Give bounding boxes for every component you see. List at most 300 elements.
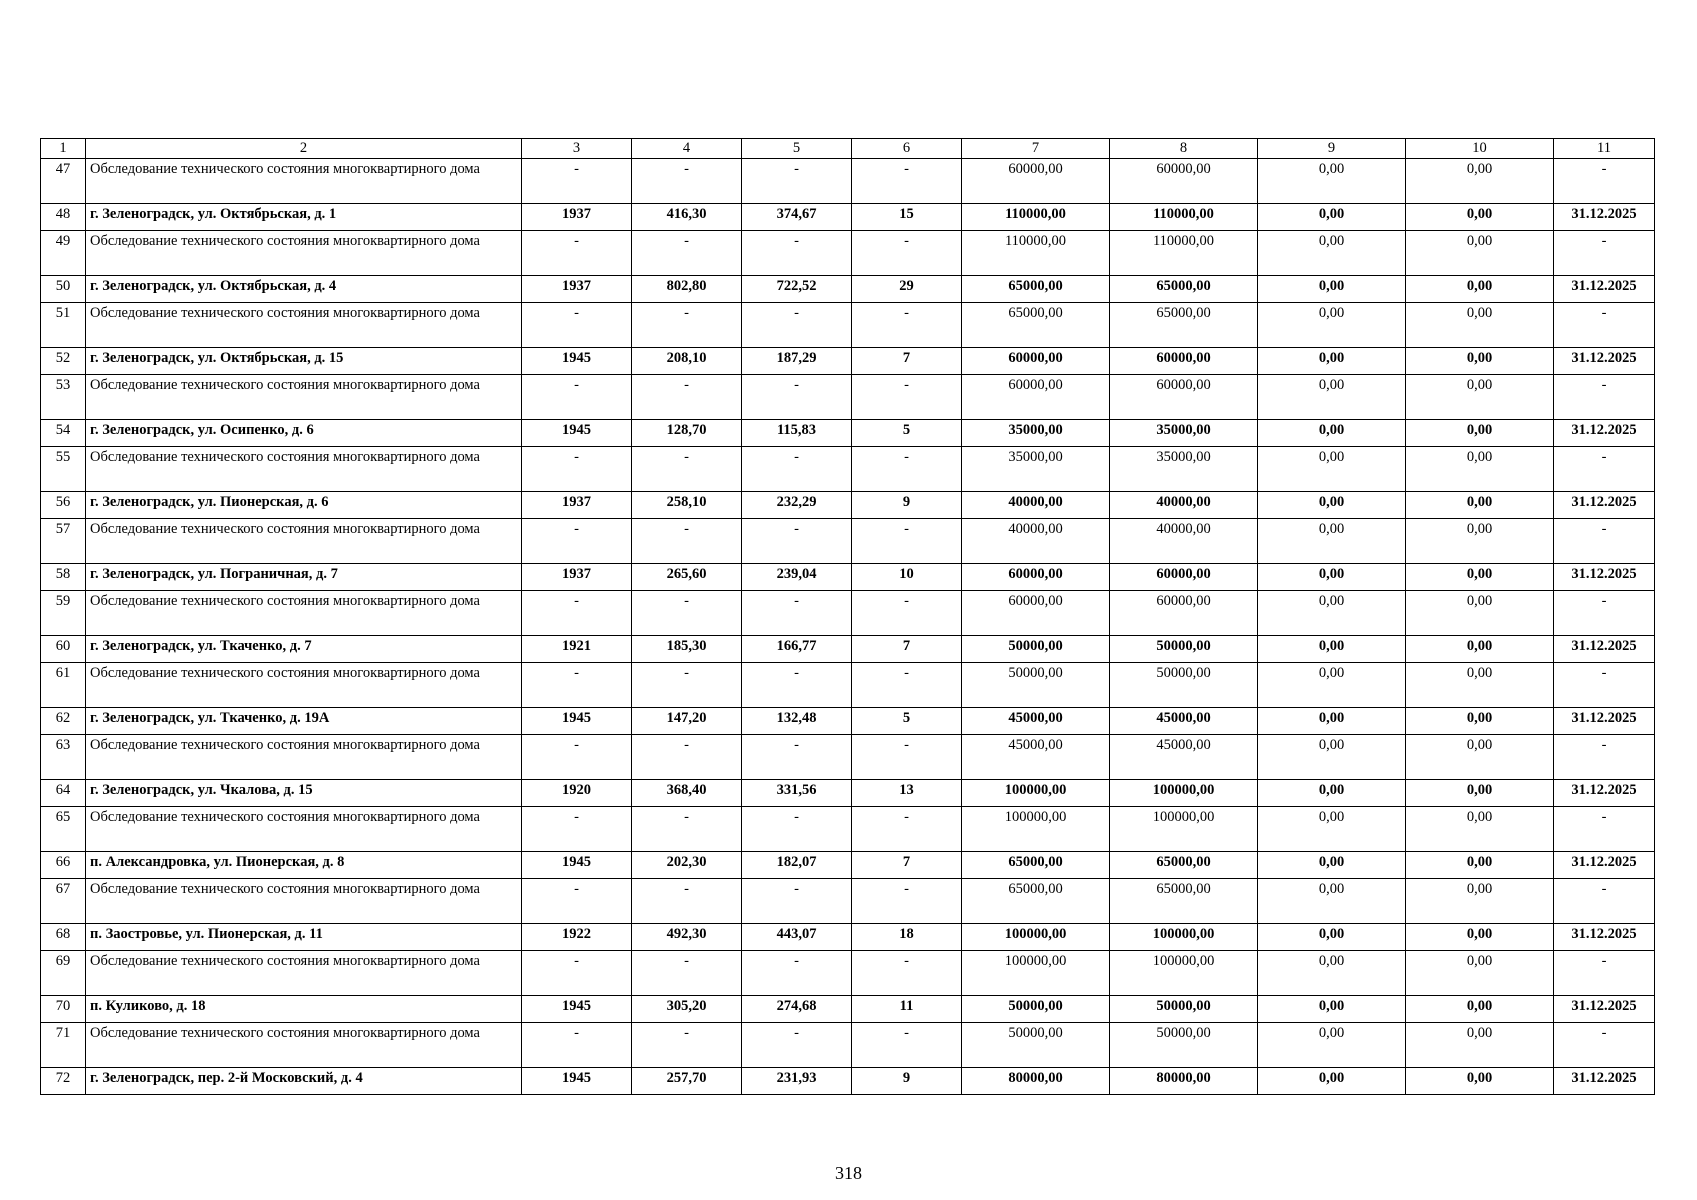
value-cell-col-7: 60000,00 xyxy=(962,348,1110,375)
value-cell-col-6: 9 xyxy=(852,1068,962,1095)
value-cell-col-5: 231,93 xyxy=(742,1068,852,1095)
address-row xyxy=(41,780,1655,807)
address-cell: г. Зеленоградск, ул. Осипенко, д. 6 xyxy=(86,420,522,447)
value-cell-col-7: 110000,00 xyxy=(962,231,1110,276)
value-cell-col-3: - xyxy=(522,303,632,348)
value-cell-col-3: - xyxy=(522,807,632,852)
value-cell-col-9: 0,00 xyxy=(1258,636,1406,663)
work-row xyxy=(41,303,1655,348)
value-cell-col-5: 374,67 xyxy=(742,204,852,231)
work-row xyxy=(41,951,1655,996)
value-cell-col-3: 1922 xyxy=(522,924,632,951)
address-cell: г. Зеленоградск, ул. Октябрьская, д. 4 xyxy=(86,276,522,303)
value-cell-col-9: 0,00 xyxy=(1258,1068,1406,1095)
header-cell: 6 xyxy=(852,139,962,159)
value-cell-col-6: - xyxy=(852,375,962,420)
address-cell: г. Зеленоградск, ул. Пионерская, д. 6 xyxy=(86,492,522,519)
row-number-cell: 53 xyxy=(41,375,86,420)
value-cell-col-6: 13 xyxy=(852,780,962,807)
value-cell-col-6: - xyxy=(852,951,962,996)
value-cell-col-3: - xyxy=(522,519,632,564)
value-cell-col-9: 0,00 xyxy=(1258,420,1406,447)
header-cell: 2 xyxy=(86,139,522,159)
value-cell-col-3: 1937 xyxy=(522,276,632,303)
value-cell-col-11: - xyxy=(1554,1023,1655,1068)
value-cell-col-11: 31.12.2025 xyxy=(1554,492,1655,519)
work-description-cell: Обследование технического состояния многоквартирного дома xyxy=(86,591,522,636)
value-cell-col-11: - xyxy=(1554,879,1655,924)
value-cell-col-10: 0,00 xyxy=(1406,663,1554,708)
value-cell-col-5: 722,52 xyxy=(742,276,852,303)
row-number-cell: 57 xyxy=(41,519,86,564)
value-cell-col-6: - xyxy=(852,303,962,348)
value-cell-col-4: 208,10 xyxy=(632,348,742,375)
value-cell-col-5: - xyxy=(742,231,852,276)
work-row xyxy=(41,1023,1655,1068)
header-cell: 5 xyxy=(742,139,852,159)
value-cell-col-5: 232,29 xyxy=(742,492,852,519)
work-row xyxy=(41,591,1655,636)
value-cell-col-6: 5 xyxy=(852,420,962,447)
value-cell-col-3: - xyxy=(522,951,632,996)
row-number-cell: 50 xyxy=(41,276,86,303)
work-row xyxy=(41,663,1655,708)
value-cell-col-11: - xyxy=(1554,303,1655,348)
value-cell-col-4: 416,30 xyxy=(632,204,742,231)
value-cell-col-11: - xyxy=(1554,807,1655,852)
value-cell-col-10: 0,00 xyxy=(1406,447,1554,492)
work-description-cell: Обследование технического состояния многоквартирного дома xyxy=(86,807,522,852)
value-cell-col-3: 1945 xyxy=(522,1068,632,1095)
value-cell-col-4: - xyxy=(632,879,742,924)
value-cell-col-4: 202,30 xyxy=(632,852,742,879)
value-cell-col-8: 45000,00 xyxy=(1110,708,1258,735)
value-cell-col-3: 1937 xyxy=(522,564,632,591)
value-cell-col-9: 0,00 xyxy=(1258,663,1406,708)
value-cell-col-10: 0,00 xyxy=(1406,492,1554,519)
value-cell-col-5: 443,07 xyxy=(742,924,852,951)
value-cell-col-6: 18 xyxy=(852,924,962,951)
value-cell-col-4: 265,60 xyxy=(632,564,742,591)
value-cell-col-8: 60000,00 xyxy=(1110,159,1258,204)
work-description-cell: Обследование технического состояния многоквартирного дома xyxy=(86,951,522,996)
value-cell-col-9: 0,00 xyxy=(1258,780,1406,807)
value-cell-col-11: - xyxy=(1554,591,1655,636)
value-cell-col-11: 31.12.2025 xyxy=(1554,1068,1655,1095)
value-cell-col-11: - xyxy=(1554,447,1655,492)
value-cell-col-10: 0,00 xyxy=(1406,1023,1554,1068)
works-table xyxy=(40,138,1655,1095)
value-cell-col-5: - xyxy=(742,1023,852,1068)
header-cell: 3 xyxy=(522,139,632,159)
value-cell-col-8: 50000,00 xyxy=(1110,636,1258,663)
header-cell: 4 xyxy=(632,139,742,159)
value-cell-col-11: 31.12.2025 xyxy=(1554,636,1655,663)
value-cell-col-6: - xyxy=(852,879,962,924)
value-cell-col-5: - xyxy=(742,447,852,492)
address-cell: г. Зеленоградск, ул. Пограничная, д. 7 xyxy=(86,564,522,591)
value-cell-col-10: 0,00 xyxy=(1406,879,1554,924)
value-cell-col-4: 492,30 xyxy=(632,924,742,951)
value-cell-col-3: 1945 xyxy=(522,996,632,1023)
value-cell-col-3: 1945 xyxy=(522,348,632,375)
address-cell: п. Заостровье, ул. Пионерская, д. 11 xyxy=(86,924,522,951)
value-cell-col-3: 1937 xyxy=(522,204,632,231)
value-cell-col-9: 0,00 xyxy=(1258,276,1406,303)
value-cell-col-6: 7 xyxy=(852,852,962,879)
value-cell-col-9: 0,00 xyxy=(1258,492,1406,519)
value-cell-col-10: 0,00 xyxy=(1406,780,1554,807)
address-cell: г. Зеленоградск, пер. 2-й Московский, д. 4 xyxy=(86,1068,522,1095)
value-cell-col-7: 40000,00 xyxy=(962,519,1110,564)
value-cell-col-3: 1945 xyxy=(522,852,632,879)
value-cell-col-5: - xyxy=(742,591,852,636)
value-cell-col-4: 147,20 xyxy=(632,708,742,735)
value-cell-col-3: 1921 xyxy=(522,636,632,663)
value-cell-col-6: 10 xyxy=(852,564,962,591)
work-row xyxy=(41,519,1655,564)
value-cell-col-7: 35000,00 xyxy=(962,447,1110,492)
value-cell-col-9: 0,00 xyxy=(1258,231,1406,276)
work-row xyxy=(41,375,1655,420)
value-cell-col-3: 1920 xyxy=(522,780,632,807)
row-number-cell: 68 xyxy=(41,924,86,951)
value-cell-col-3: - xyxy=(522,663,632,708)
value-cell-col-7: 65000,00 xyxy=(962,879,1110,924)
value-cell-col-6: 7 xyxy=(852,636,962,663)
value-cell-col-5: - xyxy=(742,159,852,204)
value-cell-col-7: 45000,00 xyxy=(962,735,1110,780)
value-cell-col-11: 31.12.2025 xyxy=(1554,780,1655,807)
value-cell-col-7: 100000,00 xyxy=(962,807,1110,852)
value-cell-col-5: 132,48 xyxy=(742,708,852,735)
value-cell-col-3: - xyxy=(522,879,632,924)
value-cell-col-5: - xyxy=(742,807,852,852)
value-cell-col-8: 100000,00 xyxy=(1110,924,1258,951)
value-cell-col-10: 0,00 xyxy=(1406,204,1554,231)
value-cell-col-9: 0,00 xyxy=(1258,564,1406,591)
value-cell-col-10: 0,00 xyxy=(1406,159,1554,204)
value-cell-col-5: - xyxy=(742,879,852,924)
address-row xyxy=(41,1068,1655,1095)
value-cell-col-4: 257,70 xyxy=(632,1068,742,1095)
address-row xyxy=(41,420,1655,447)
value-cell-col-7: 110000,00 xyxy=(962,204,1110,231)
value-cell-col-10: 0,00 xyxy=(1406,807,1554,852)
address-cell: г. Зеленоградск, ул. Ткаченко, д. 19А xyxy=(86,708,522,735)
address-cell: г. Зеленоградск, ул. Чкалова, д. 15 xyxy=(86,780,522,807)
value-cell-col-10: 0,00 xyxy=(1406,348,1554,375)
header-cell: 9 xyxy=(1258,139,1406,159)
value-cell-col-4: - xyxy=(632,159,742,204)
work-description-cell: Обследование технического состояния многоквартирного дома xyxy=(86,303,522,348)
value-cell-col-9: 0,00 xyxy=(1258,807,1406,852)
row-number-cell: 60 xyxy=(41,636,86,663)
value-cell-col-7: 60000,00 xyxy=(962,564,1110,591)
value-cell-col-7: 80000,00 xyxy=(962,1068,1110,1095)
value-cell-col-10: 0,00 xyxy=(1406,852,1554,879)
address-cell: г. Зеленоградск, ул. Ткаченко, д. 7 xyxy=(86,636,522,663)
address-row xyxy=(41,996,1655,1023)
value-cell-col-11: - xyxy=(1554,231,1655,276)
work-description-cell: Обследование технического состояния многоквартирного дома xyxy=(86,231,522,276)
value-cell-col-9: 0,00 xyxy=(1258,852,1406,879)
work-row xyxy=(41,447,1655,492)
address-row xyxy=(41,492,1655,519)
row-number-cell: 48 xyxy=(41,204,86,231)
value-cell-col-6: - xyxy=(852,591,962,636)
value-cell-col-6: - xyxy=(852,519,962,564)
value-cell-col-6: 11 xyxy=(852,996,962,1023)
value-cell-col-7: 100000,00 xyxy=(962,924,1110,951)
row-number-cell: 59 xyxy=(41,591,86,636)
value-cell-col-3: - xyxy=(522,447,632,492)
value-cell-col-9: 0,00 xyxy=(1258,375,1406,420)
value-cell-col-10: 0,00 xyxy=(1406,564,1554,591)
value-cell-col-4: 305,20 xyxy=(632,996,742,1023)
value-cell-col-3: 1937 xyxy=(522,492,632,519)
address-row xyxy=(41,348,1655,375)
address-row xyxy=(41,636,1655,663)
value-cell-col-10: 0,00 xyxy=(1406,924,1554,951)
value-cell-col-11: - xyxy=(1554,735,1655,780)
value-cell-col-10: 0,00 xyxy=(1406,231,1554,276)
address-row xyxy=(41,852,1655,879)
value-cell-col-11: 31.12.2025 xyxy=(1554,996,1655,1023)
value-cell-col-7: 60000,00 xyxy=(962,159,1110,204)
value-cell-col-8: 60000,00 xyxy=(1110,348,1258,375)
value-cell-col-11: - xyxy=(1554,663,1655,708)
row-number-cell: 61 xyxy=(41,663,86,708)
value-cell-col-6: - xyxy=(852,807,962,852)
value-cell-col-9: 0,00 xyxy=(1258,447,1406,492)
value-cell-col-6: 9 xyxy=(852,492,962,519)
value-cell-col-4: 258,10 xyxy=(632,492,742,519)
value-cell-col-10: 0,00 xyxy=(1406,636,1554,663)
row-number-cell: 55 xyxy=(41,447,86,492)
column-number-row xyxy=(41,139,1655,159)
value-cell-col-8: 60000,00 xyxy=(1110,564,1258,591)
value-cell-col-11: 31.12.2025 xyxy=(1554,348,1655,375)
value-cell-col-5: - xyxy=(742,735,852,780)
row-number-cell: 62 xyxy=(41,708,86,735)
value-cell-col-11: 31.12.2025 xyxy=(1554,420,1655,447)
value-cell-col-4: - xyxy=(632,807,742,852)
value-cell-col-11: 31.12.2025 xyxy=(1554,564,1655,591)
value-cell-col-10: 0,00 xyxy=(1406,420,1554,447)
value-cell-col-8: 35000,00 xyxy=(1110,447,1258,492)
value-cell-col-5: 274,68 xyxy=(742,996,852,1023)
value-cell-col-6: - xyxy=(852,735,962,780)
value-cell-col-10: 0,00 xyxy=(1406,303,1554,348)
value-cell-col-8: 65000,00 xyxy=(1110,303,1258,348)
row-number-cell: 49 xyxy=(41,231,86,276)
value-cell-col-9: 0,00 xyxy=(1258,735,1406,780)
value-cell-col-8: 65000,00 xyxy=(1110,852,1258,879)
value-cell-col-6: - xyxy=(852,231,962,276)
value-cell-col-5: 331,56 xyxy=(742,780,852,807)
value-cell-col-3: 1945 xyxy=(522,708,632,735)
value-cell-col-4: 368,40 xyxy=(632,780,742,807)
value-cell-col-5: 166,77 xyxy=(742,636,852,663)
row-number-cell: 66 xyxy=(41,852,86,879)
value-cell-col-8: 80000,00 xyxy=(1110,1068,1258,1095)
value-cell-col-11: 31.12.2025 xyxy=(1554,204,1655,231)
header-cell: 11 xyxy=(1554,139,1655,159)
value-cell-col-4: - xyxy=(632,591,742,636)
value-cell-col-6: 15 xyxy=(852,204,962,231)
work-description-cell: Обследование технического состояния многоквартирного дома xyxy=(86,159,522,204)
value-cell-col-7: 65000,00 xyxy=(962,852,1110,879)
value-cell-col-7: 35000,00 xyxy=(962,420,1110,447)
work-description-cell: Обследование технического состояния многоквартирного дома xyxy=(86,879,522,924)
work-description-cell: Обследование технического состояния многоквартирного дома xyxy=(86,1023,522,1068)
value-cell-col-4: 185,30 xyxy=(632,636,742,663)
value-cell-col-11: - xyxy=(1554,519,1655,564)
value-cell-col-9: 0,00 xyxy=(1258,159,1406,204)
value-cell-col-6: 5 xyxy=(852,708,962,735)
value-cell-col-9: 0,00 xyxy=(1258,204,1406,231)
value-cell-col-6: - xyxy=(852,1023,962,1068)
header-cell: 1 xyxy=(41,139,86,159)
row-number-cell: 58 xyxy=(41,564,86,591)
value-cell-col-7: 50000,00 xyxy=(962,636,1110,663)
value-cell-col-4: - xyxy=(632,519,742,564)
value-cell-col-10: 0,00 xyxy=(1406,519,1554,564)
value-cell-col-8: 40000,00 xyxy=(1110,519,1258,564)
value-cell-col-7: 60000,00 xyxy=(962,375,1110,420)
value-cell-col-9: 0,00 xyxy=(1258,879,1406,924)
value-cell-col-4: - xyxy=(632,447,742,492)
value-cell-col-7: 100000,00 xyxy=(962,951,1110,996)
row-number-cell: 56 xyxy=(41,492,86,519)
address-cell: г. Зеленоградск, ул. Октябрьская, д. 15 xyxy=(86,348,522,375)
header-cell: 7 xyxy=(962,139,1110,159)
value-cell-col-5: - xyxy=(742,375,852,420)
value-cell-col-4: 128,70 xyxy=(632,420,742,447)
value-cell-col-11: 31.12.2025 xyxy=(1554,276,1655,303)
address-row xyxy=(41,708,1655,735)
value-cell-col-7: 65000,00 xyxy=(962,303,1110,348)
value-cell-col-4: - xyxy=(632,663,742,708)
value-cell-col-11: - xyxy=(1554,375,1655,420)
value-cell-col-8: 60000,00 xyxy=(1110,591,1258,636)
value-cell-col-8: 50000,00 xyxy=(1110,1023,1258,1068)
value-cell-col-9: 0,00 xyxy=(1258,951,1406,996)
value-cell-col-5: - xyxy=(742,951,852,996)
row-number-cell: 52 xyxy=(41,348,86,375)
value-cell-col-4: 802,80 xyxy=(632,276,742,303)
work-description-cell: Обследование технического состояния многоквартирного дома xyxy=(86,519,522,564)
value-cell-col-8: 100000,00 xyxy=(1110,807,1258,852)
work-description-cell: Обследование технического состояния многоквартирного дома xyxy=(86,447,522,492)
value-cell-col-10: 0,00 xyxy=(1406,1068,1554,1095)
value-cell-col-7: 60000,00 xyxy=(962,591,1110,636)
work-description-cell: Обследование технического состояния многоквартирного дома xyxy=(86,663,522,708)
value-cell-col-7: 50000,00 xyxy=(962,663,1110,708)
row-number-cell: 70 xyxy=(41,996,86,1023)
value-cell-col-11: 31.12.2025 xyxy=(1554,708,1655,735)
value-cell-col-9: 0,00 xyxy=(1258,996,1406,1023)
value-cell-col-3: - xyxy=(522,231,632,276)
value-cell-col-7: 65000,00 xyxy=(962,276,1110,303)
value-cell-col-11: - xyxy=(1554,159,1655,204)
value-cell-col-9: 0,00 xyxy=(1258,519,1406,564)
value-cell-col-10: 0,00 xyxy=(1406,276,1554,303)
value-cell-col-10: 0,00 xyxy=(1406,951,1554,996)
address-cell: г. Зеленоградск, ул. Октябрьская, д. 1 xyxy=(86,204,522,231)
work-row xyxy=(41,807,1655,852)
value-cell-col-4: - xyxy=(632,951,742,996)
row-number-cell: 67 xyxy=(41,879,86,924)
value-cell-col-4: - xyxy=(632,231,742,276)
value-cell-col-11: 31.12.2025 xyxy=(1554,852,1655,879)
value-cell-col-9: 0,00 xyxy=(1258,591,1406,636)
value-cell-col-5: - xyxy=(742,519,852,564)
value-cell-col-7: 45000,00 xyxy=(962,708,1110,735)
value-cell-col-5: 239,04 xyxy=(742,564,852,591)
value-cell-col-10: 0,00 xyxy=(1406,708,1554,735)
value-cell-col-8: 40000,00 xyxy=(1110,492,1258,519)
value-cell-col-11: 31.12.2025 xyxy=(1554,924,1655,951)
value-cell-col-4: - xyxy=(632,375,742,420)
work-row xyxy=(41,879,1655,924)
value-cell-col-8: 50000,00 xyxy=(1110,663,1258,708)
value-cell-col-9: 0,00 xyxy=(1258,924,1406,951)
value-cell-col-7: 50000,00 xyxy=(962,1023,1110,1068)
value-cell-col-4: - xyxy=(632,735,742,780)
value-cell-col-6: - xyxy=(852,663,962,708)
row-number-cell: 63 xyxy=(41,735,86,780)
page-number: 318 xyxy=(835,1163,862,1183)
value-cell-col-10: 0,00 xyxy=(1406,996,1554,1023)
value-cell-col-9: 0,00 xyxy=(1258,348,1406,375)
work-row xyxy=(41,735,1655,780)
value-cell-col-8: 100000,00 xyxy=(1110,780,1258,807)
value-cell-col-10: 0,00 xyxy=(1406,591,1554,636)
value-cell-col-4: - xyxy=(632,1023,742,1068)
address-row xyxy=(41,276,1655,303)
work-description-cell: Обследование технического состояния многоквартирного дома xyxy=(86,375,522,420)
value-cell-col-3: - xyxy=(522,735,632,780)
work-row xyxy=(41,159,1655,204)
value-cell-col-5: - xyxy=(742,303,852,348)
value-cell-col-6: - xyxy=(852,447,962,492)
address-cell: п. Куликово, д. 18 xyxy=(86,996,522,1023)
value-cell-col-5: - xyxy=(742,663,852,708)
value-cell-col-3: - xyxy=(522,159,632,204)
value-cell-col-3: - xyxy=(522,591,632,636)
value-cell-col-8: 45000,00 xyxy=(1110,735,1258,780)
value-cell-col-8: 65000,00 xyxy=(1110,879,1258,924)
table-body xyxy=(41,159,1655,1095)
row-number-cell: 71 xyxy=(41,1023,86,1068)
value-cell-col-5: 187,29 xyxy=(742,348,852,375)
value-cell-col-6: 29 xyxy=(852,276,962,303)
value-cell-col-4: - xyxy=(632,303,742,348)
value-cell-col-7: 40000,00 xyxy=(962,492,1110,519)
value-cell-col-8: 110000,00 xyxy=(1110,204,1258,231)
value-cell-col-9: 0,00 xyxy=(1258,1023,1406,1068)
value-cell-col-9: 0,00 xyxy=(1258,303,1406,348)
value-cell-col-5: 182,07 xyxy=(742,852,852,879)
row-number-cell: 47 xyxy=(41,159,86,204)
value-cell-col-8: 50000,00 xyxy=(1110,996,1258,1023)
work-row xyxy=(41,231,1655,276)
value-cell-col-10: 0,00 xyxy=(1406,375,1554,420)
work-description-cell: Обследование технического состояния многоквартирного дома xyxy=(86,735,522,780)
row-number-cell: 72 xyxy=(41,1068,86,1095)
